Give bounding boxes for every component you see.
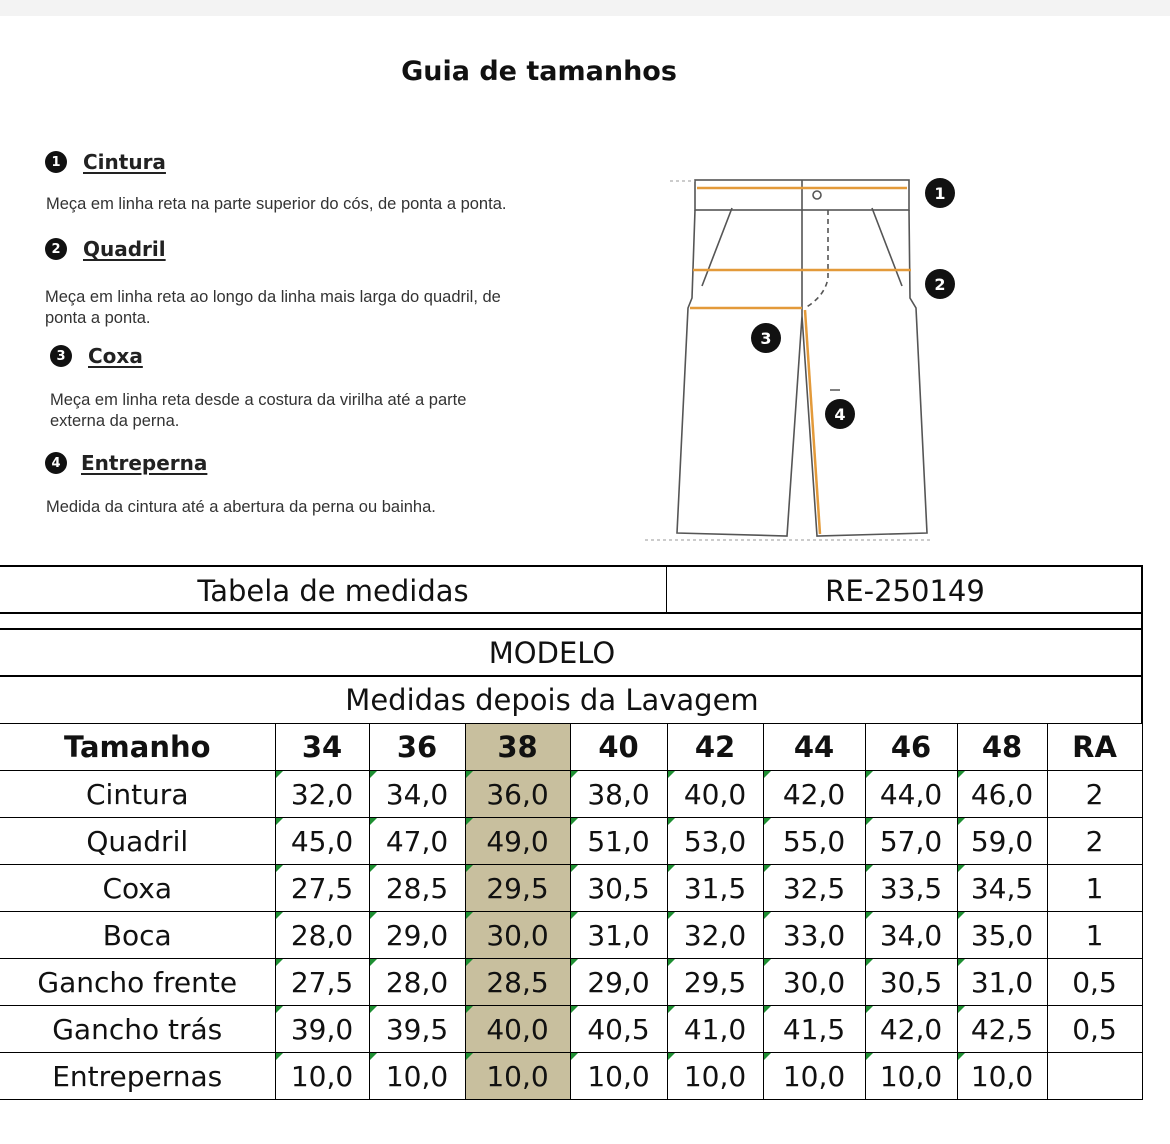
table-cell: 32,5 (763, 865, 865, 912)
table-cell: 10,0 (570, 1053, 667, 1100)
size-column-header: 36 (369, 724, 465, 771)
table-cell: 28,5 (369, 865, 465, 912)
size-column-header: 40 (570, 724, 667, 771)
ra-cell: 2 (1047, 818, 1142, 865)
ra-cell: 0,5 (1047, 959, 1142, 1006)
size-column-header: 42 (667, 724, 763, 771)
size-column-header: 38 (465, 724, 570, 771)
table-cell: 29,0 (570, 959, 667, 1006)
table-cell: 30,5 (865, 959, 957, 1006)
table-cell: 30,5 (570, 865, 667, 912)
table-cell: 29,5 (465, 865, 570, 912)
table-cell: 40,0 (667, 771, 763, 818)
guide-heading (50, 344, 143, 368)
model-label: MODELO (488, 636, 616, 670)
inseam-line (805, 310, 820, 534)
marker-3-icon (751, 323, 781, 353)
table-cell: 27,5 (275, 865, 369, 912)
ra-cell: 2 (1047, 771, 1142, 818)
measurements-table (0, 723, 1143, 1100)
table-cell: 41,5 (763, 1006, 865, 1053)
marker-2-label: 2 (934, 275, 946, 294)
ra-cell (1047, 1053, 1142, 1100)
ra-cell: 0,5 (1047, 1006, 1142, 1053)
table-cell: 38,0 (570, 771, 667, 818)
guide-label: Quadril (83, 237, 166, 261)
measurement-lines (690, 188, 911, 534)
table-cell: 10,0 (275, 1053, 369, 1100)
table-cell: 30,0 (763, 959, 865, 1006)
row-label: Quadril (0, 818, 275, 865)
table-cell: 10,0 (865, 1053, 957, 1100)
table-cell: 55,0 (763, 818, 865, 865)
guide-description: Meça em linha reta ao longo da linha mais larga do quadril, de ponta a ponta. (45, 288, 501, 327)
table-cell: 34,5 (957, 865, 1047, 912)
table-row (0, 865, 1142, 912)
guide-description: Meça em linha reta desde a costura da virilha até a parte externa da perna. (50, 391, 467, 430)
marker-2-icon (925, 269, 955, 299)
guide-label: Coxa (88, 344, 143, 368)
table-cell: 28,0 (275, 912, 369, 959)
guide-heading (45, 150, 166, 174)
table-cell: 40,0 (465, 1006, 570, 1053)
marker-3-label: 3 (760, 329, 772, 348)
table-cell: 53,0 (667, 818, 763, 865)
row-label: Coxa (0, 865, 275, 912)
table-cell: 10,0 (369, 1053, 465, 1100)
reference-code: RE-250149 (825, 573, 985, 608)
marker-1-label: 1 (934, 184, 946, 203)
number-1-icon: 1 (45, 151, 67, 173)
wash-row (0, 675, 1143, 723)
table-cell: 57,0 (865, 818, 957, 865)
table-cell: 39,0 (275, 1006, 369, 1053)
table-title-row (0, 565, 1143, 614)
ra-cell: 1 (1047, 912, 1142, 959)
table-cell: 34,0 (865, 912, 957, 959)
table-row (0, 771, 1142, 818)
table-cell: 44,0 (865, 771, 957, 818)
row-label: Gancho frente (0, 959, 275, 1006)
size-header: Tamanho (0, 724, 275, 771)
table-cell: 29,0 (369, 912, 465, 959)
ra-header: RA (1047, 724, 1142, 771)
size-column-header: 44 (763, 724, 865, 771)
table-cell: 40,5 (570, 1006, 667, 1053)
table-cell: 10,0 (465, 1053, 570, 1100)
table-cell: 30,0 (465, 912, 570, 959)
table-cell: 32,0 (275, 771, 369, 818)
table-cell: 34,0 (369, 771, 465, 818)
model-row (0, 628, 1143, 676)
size-header-row (0, 724, 1142, 771)
table-cell: 31,0 (957, 959, 1047, 1006)
table-cell: 36,0 (465, 771, 570, 818)
wash-label: Medidas depois da Lavagem (345, 683, 759, 717)
shorts-measurement-diagram (640, 168, 970, 548)
table-cell: 32,0 (667, 912, 763, 959)
table-cell: 42,0 (763, 771, 865, 818)
guide-description: Meça em linha reta na parte superior do cós, de ponta a ponta. (46, 195, 507, 213)
guide-heading (45, 237, 166, 261)
size-column-header: 48 (957, 724, 1047, 771)
size-column-header: 34 (275, 724, 369, 771)
size-column-header: 46 (865, 724, 957, 771)
table-row (0, 1006, 1142, 1053)
table-cell: 27,5 (275, 959, 369, 1006)
table-cell: 10,0 (763, 1053, 865, 1100)
shorts-outline (677, 180, 927, 536)
guide-description: Medida da cintura até a abertura da perna ou bainha. (46, 498, 436, 516)
table-row (0, 959, 1142, 1006)
table-cell: 45,0 (275, 818, 369, 865)
table-cell: 28,0 (369, 959, 465, 1006)
table-row (0, 1053, 1142, 1100)
table-cell: 47,0 (369, 818, 465, 865)
table-cell: 42,5 (957, 1006, 1047, 1053)
top-strip (0, 0, 1170, 16)
table-cell: 28,5 (465, 959, 570, 1006)
table-cell: 35,0 (957, 912, 1047, 959)
table-cell: 49,0 (465, 818, 570, 865)
table-cell: 42,0 (865, 1006, 957, 1053)
ra-cell: 1 (1047, 865, 1142, 912)
number-4-icon: 4 (45, 452, 67, 474)
table-cell: 59,0 (957, 818, 1047, 865)
row-label: Entrepernas (0, 1053, 275, 1100)
table-cell: 33,5 (865, 865, 957, 912)
table-cell: 10,0 (957, 1053, 1047, 1100)
spacer-row (0, 612, 1143, 628)
number-2-icon: 2 (45, 238, 67, 260)
table-heading: Tabela de medidas (0, 567, 667, 614)
table-cell: 10,0 (667, 1053, 763, 1100)
table-cell: 29,5 (667, 959, 763, 1006)
row-label: Boca (0, 912, 275, 959)
marker-4-icon (825, 399, 855, 429)
table-right-border (1141, 565, 1143, 723)
guide-label: Cintura (83, 150, 166, 174)
marker-1-icon (925, 178, 955, 208)
table-cell: 39,5 (369, 1006, 465, 1053)
marker-4-label: 4 (834, 405, 846, 424)
page-title: Guia de tamanhos (401, 56, 677, 87)
table-row (0, 818, 1142, 865)
table-cell: 46,0 (957, 771, 1047, 818)
table-cell: 31,5 (667, 865, 763, 912)
guide-label: Entreperna (81, 451, 208, 475)
table-cell: 51,0 (570, 818, 667, 865)
table-row (0, 912, 1142, 959)
number-3-icon: 3 (50, 345, 72, 367)
row-label: Cintura (0, 771, 275, 818)
table-cell: 41,0 (667, 1006, 763, 1053)
guide-heading (45, 451, 207, 475)
row-label: Gancho trás (0, 1006, 275, 1053)
table-cell: 31,0 (570, 912, 667, 959)
table-cell: 33,0 (763, 912, 865, 959)
